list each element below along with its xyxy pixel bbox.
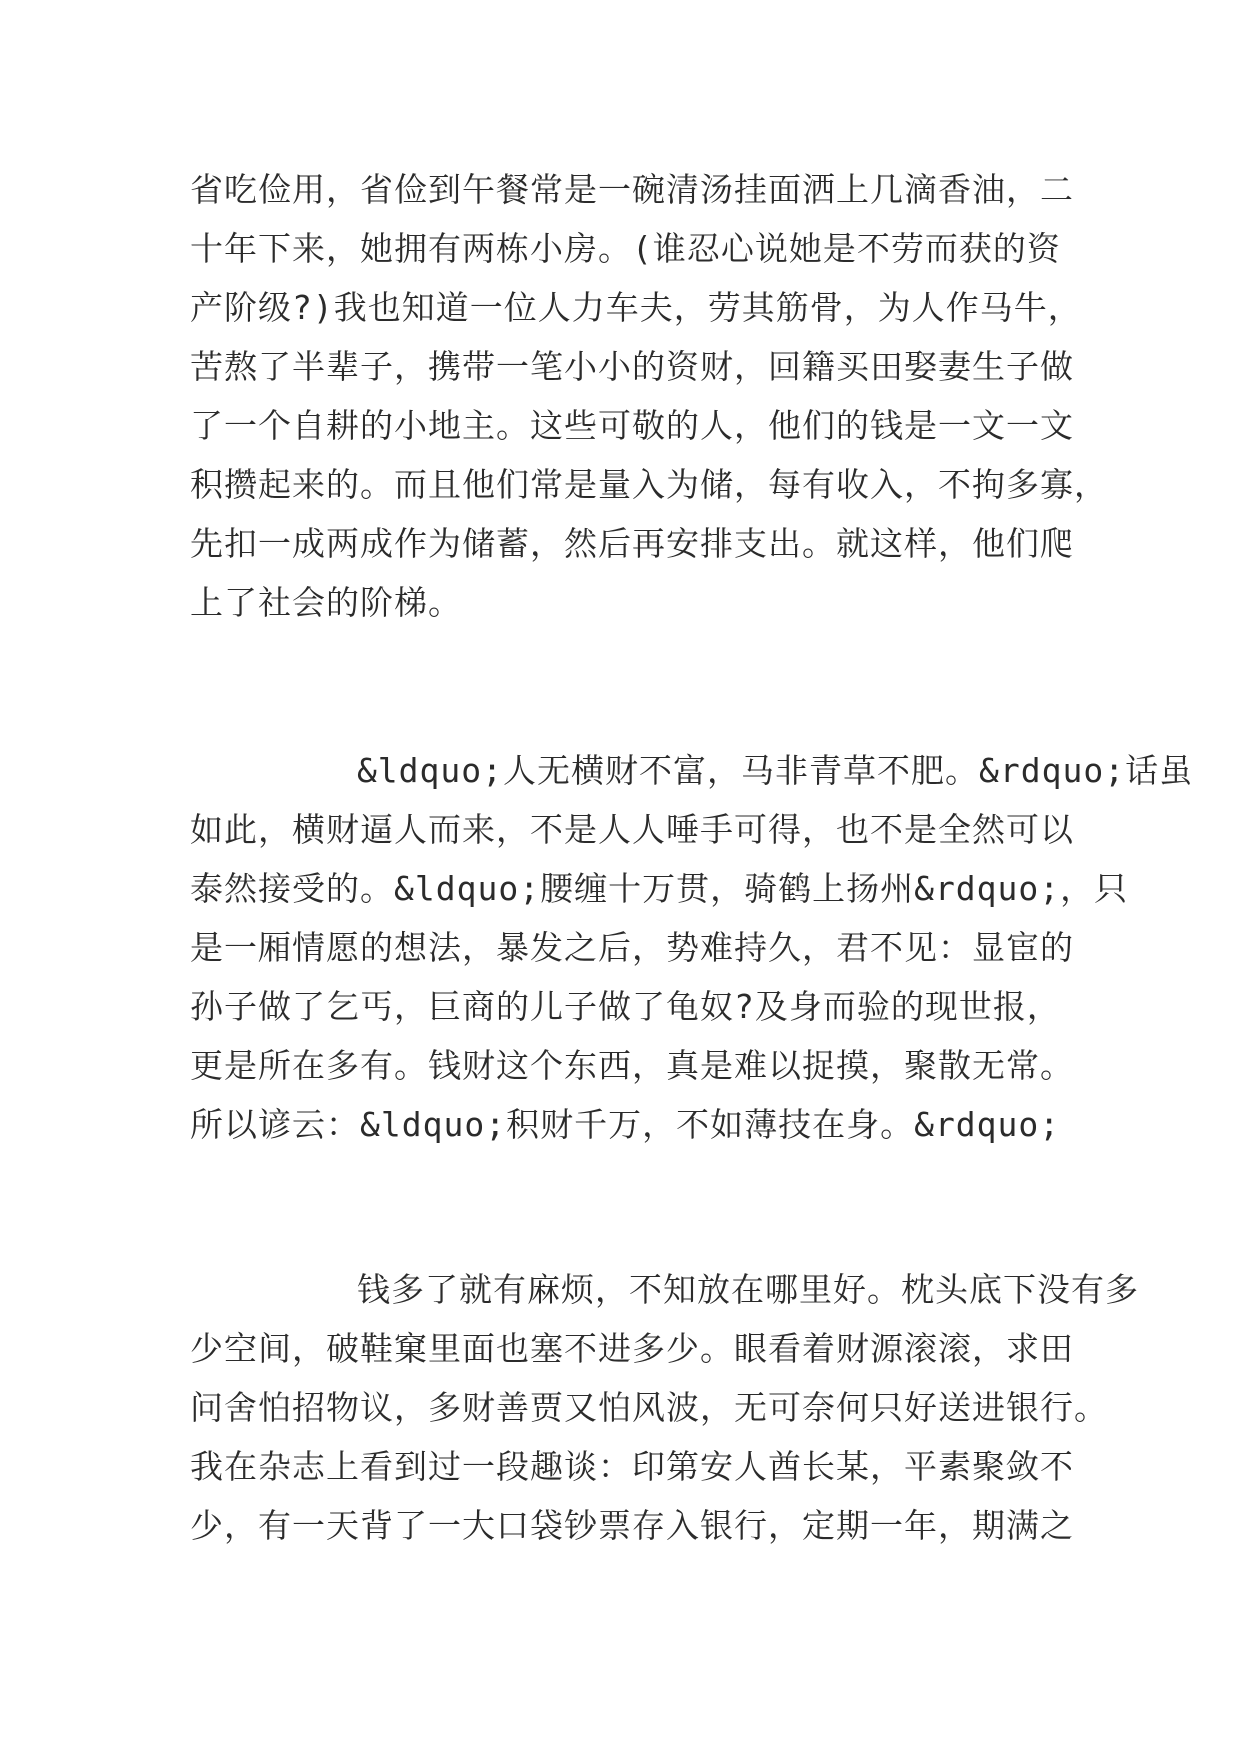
text-line: 如此，横财逼人而来，不是人人唾手可得，也不是全然可以: [190, 810, 1074, 849]
text-line: 更是所在多有。钱财这个东西，真是难以捉摸，聚散无常。: [190, 1046, 1074, 1085]
text-line: 先扣一成两成作为储蓄，然后再安排支出。就这样，他们爬: [190, 524, 1074, 563]
text-line: 问舍怕招物议，多财善贾又怕风波，无可奈何只好送进银行。: [190, 1388, 1108, 1427]
text-line: 上了社会的阶梯。: [190, 583, 462, 622]
text-line: 所以谚云：&ldquo;积财千万，不如薄技在身。&rdquo;: [190, 1105, 1061, 1144]
text-line: 泰然接受的。&ldquo;腰缠十万贯，骑鹤上扬州&rdquo;，只: [190, 869, 1129, 908]
text-line: 孙子做了乞丐，巨商的儿子做了龟奴?及身而验的现世报，: [190, 987, 1061, 1026]
text-line: 是一厢情愿的想法，暴发之后，势难持久，君不见：显宦的: [190, 928, 1074, 967]
text-line: 了一个自耕的小地主。这些可敬的人，他们的钱是一文一文: [190, 406, 1074, 445]
text-line: 十年下来，她拥有两栋小房。(谁忍心说她是不劳而获的资: [190, 229, 1061, 268]
text-line: 省吃俭用，省俭到午餐常是一碗清汤挂面洒上几滴香油，二: [190, 170, 1074, 209]
text-line: 钱多了就有麻烦，不知放在哪里好。枕头底下没有多: [190, 1270, 1139, 1309]
paragraph-3: [190, 1260, 1139, 1555]
text-line: 我在杂志上看到过一段趣谈：印第安人酋长某，平素聚敛不: [190, 1447, 1074, 1486]
text-line: 少，有一天背了一大口袋钞票存入银行，定期一年，期满之: [190, 1506, 1074, 1545]
text-line: 产阶级?)我也知道一位人力车夫，劳其筋骨，为人作马牛，: [190, 288, 1082, 327]
text-line: 苦熬了半辈子，携带一笔小小的资财，回籍买田娶妻生子做: [190, 347, 1074, 386]
paragraph-1: [190, 160, 1108, 632]
text-line: 积攒起来的。而且他们常是量入为储，每有收入，不拘多寡，: [190, 465, 1108, 504]
text-line: &ldquo;人无横财不富，马非青草不肥。&rdquo;话虽: [190, 751, 1194, 790]
paragraph-2: [190, 741, 1194, 1154]
text-line: 少空间，破鞋窠里面也塞不进多少。眼看着财源滚滚，求田: [190, 1329, 1074, 1368]
